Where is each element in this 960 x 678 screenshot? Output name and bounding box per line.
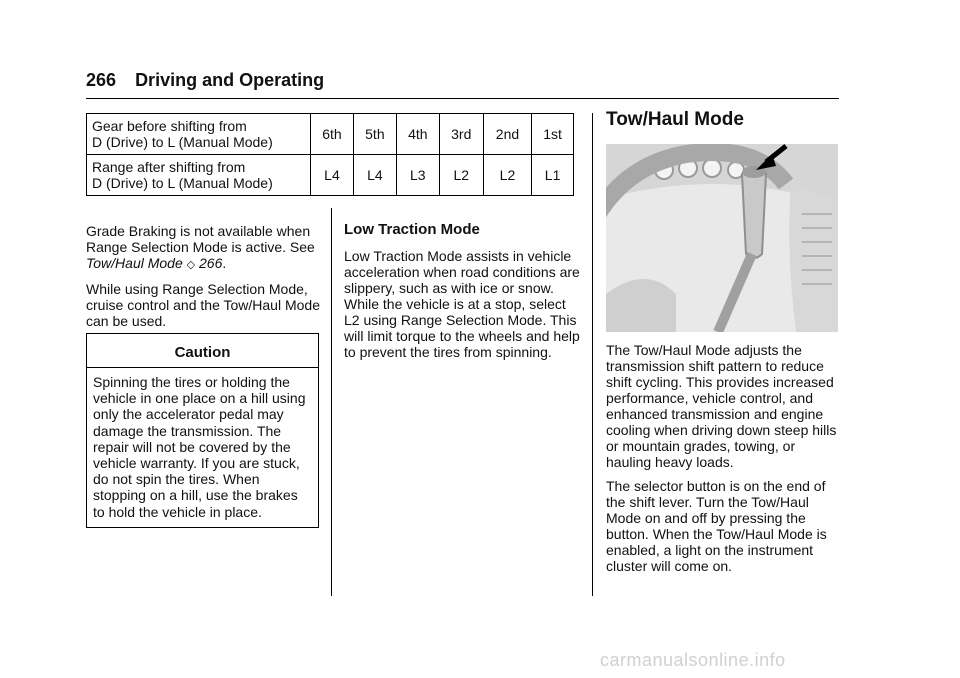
table-cell: L2 <box>439 155 483 196</box>
caution-body: Spinning the tires or holding the vehicle in one place on a hill using only the accelerator pedal may damage the transmission. The repair will not be covered by the vehicle warranty. If you are stuck, do not spin the tires. When stopping on a hill, use the brakes to hold the vehicle in place. <box>93 374 306 520</box>
table-cell: L4 <box>311 155 354 196</box>
page-header <box>86 70 324 91</box>
page-reference-icon: ◇ <box>186 259 196 271</box>
row-label <box>87 114 311 155</box>
caution-title: Caution <box>174 344 231 361</box>
header-rule <box>86 98 839 99</box>
row-label-line: D (Drive) to L (Manual Mode) <box>92 134 273 150</box>
cross-reference-page: 266 <box>199 255 223 271</box>
range-selection-paragraph: While using Range Selection Mode, cruise control and the Tow/Haul Mode can be used. <box>86 281 320 329</box>
caution-box <box>86 333 319 528</box>
tow-haul-paragraph-2: The selector button is on the end of the shift lever. Turn the Tow/Haul Mode on and off by pressing the button. When the Tow/Haul Mode is enabled, a light on the instrument cluster will come on. <box>606 478 827 574</box>
table-cell: L2 <box>483 155 531 196</box>
cross-reference-link[interactable]: Tow/Haul Mode <box>86 255 183 271</box>
middle-column <box>344 222 580 368</box>
row-label-line: D (Drive) to L (Manual Mode) <box>92 175 273 191</box>
table-row <box>87 155 574 196</box>
caution-divider <box>87 367 318 368</box>
grade-braking-paragraph <box>86 223 322 273</box>
shift-lever-photo <box>606 144 838 332</box>
table-cell: 5th <box>353 114 396 155</box>
column-divider <box>592 113 593 596</box>
table-cell: 2nd <box>483 114 531 155</box>
page-number: 266 <box>86 70 117 90</box>
table-cell: 6th <box>311 114 354 155</box>
paragraph-end: . <box>222 255 227 271</box>
row-label <box>87 155 311 196</box>
low-traction-paragraph: Low Traction Mode assists in vehicle acceleration when road conditions are slippery, such as with ice or snow. While the vehicle is at a stop, select L2 using Range Selection Mode. This will limit torque to the wheels and help to prevent the tires from spinning. <box>344 248 580 360</box>
table-cell: 4th <box>396 114 439 155</box>
tow-haul-paragraph-1: The Tow/Haul Mode adjusts the transmission shift pattern to reduce shift cycling. This provides increased performance, vehicle control, and enhanced transmission and engine cooling when driving down steep hills or mountain grades, towing, or hauling heavy loads. <box>606 342 837 470</box>
table-cell: L3 <box>396 155 439 196</box>
low-traction-heading: Low Traction Mode <box>344 221 480 238</box>
watermark: carmanualsonline.info <box>600 650 786 670</box>
left-column <box>86 223 322 337</box>
section-title: Driving and Operating <box>135 70 325 90</box>
table-row <box>87 114 574 155</box>
column-divider <box>331 208 332 596</box>
right-column <box>606 109 838 582</box>
tow-haul-heading: Tow/Haul Mode <box>606 109 744 130</box>
paragraph-text: Grade Braking is not available when Range Selection Mode is active. See <box>86 223 315 255</box>
table-cell: L4 <box>353 155 396 196</box>
table-cell: 1st <box>532 114 574 155</box>
row-label-line: Gear before shifting from <box>92 118 247 134</box>
table-cell: L1 <box>532 155 574 196</box>
table-cell: 3rd <box>439 114 483 155</box>
row-label-line: Range after shifting from <box>92 159 246 175</box>
gear-range-table <box>86 113 574 196</box>
